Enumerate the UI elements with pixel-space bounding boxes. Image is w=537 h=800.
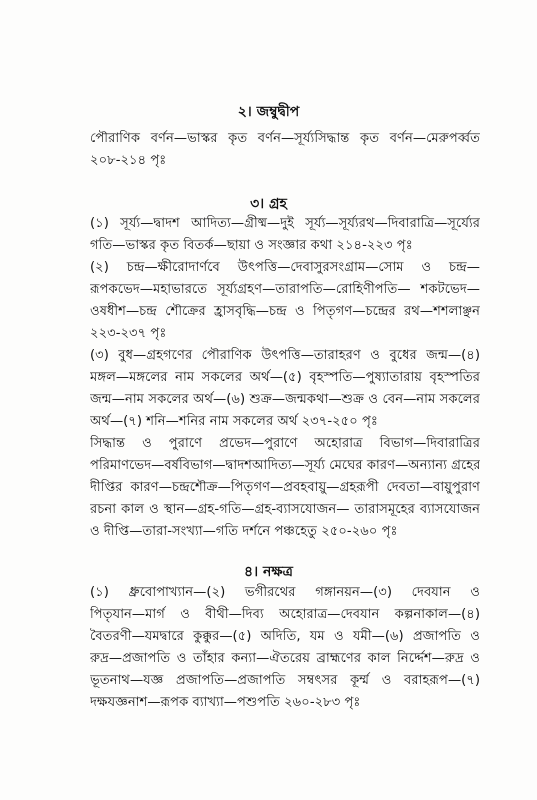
text-line: ওষধীশ—চন্দ্র শৌক্রের হ্রাসবৃদ্ধি—চন্দ্র ও পিতৃগণ—চন্দ্রের রথ—শশলাঞ্ছন xyxy=(90,304,480,319)
text-line: (১) সূর্য্য—দ্বাদশ আদিত্য—গ্রীষ্ম—দুই সূর্য্য—সূর্য্যরথ—দিবারাত্রি—সূর্য্যের xyxy=(90,216,480,231)
text-line: জন্ম—নাম সকলের অর্থ—(৬) শুক্র—জন্মকথা—শুক্র ও বেন—নাম সকলের xyxy=(90,392,480,407)
text-line: পরিমাণভেদ—বর্ষবিভাগ—দ্বাদশআদিত্য—সূর্য্য মেঘের কারণ—অন্যান্য গ্রহের xyxy=(90,458,480,473)
text-line: দক্ষযজ্ঞনাশ—রূপক ব্যাখ্যা—পশুপতি ২৬০-২৮৩ পৃঃ xyxy=(90,695,361,710)
section-heading-jambudvipa: ২। জম্বুদ্বীপ xyxy=(237,104,300,120)
text-line: ২০৮-২১৪ পৃঃ xyxy=(90,153,167,168)
text-line: অর্থ—(৭) শনি—শনির নাম সকলের অর্থ ২৩৭-২৫০ পৃঃ xyxy=(90,414,378,429)
text-line: পিতৃযান—মার্গ ও বীথী—দিব্য অহোরাত্র—দেবযান কল্পনাকাল—(৪) xyxy=(90,607,480,622)
text-line: সিদ্ধান্ত ও পুরাণে প্রভেদ—পুরাণে অহোরাত্র বিভাগ—দিবারাত্রির xyxy=(90,436,480,451)
text-line: ২২৩-২৩৭ পৃঃ xyxy=(90,326,167,341)
text-line: মঙ্গল—মঙ্গলের নাম সকলের অর্থ—(৫) বৃহস্পতি—পুষ্যাতারায় বৃহস্পতির xyxy=(90,370,480,385)
text-line: (৩) বুধ—গ্রহগণের পৌরাণিক উৎপত্তি—তারাহরণ ও বুধের জন্ম—(৪) xyxy=(90,348,480,363)
text-line: দীপ্তির কারণ—চন্দ্রশৌক্র—পিতৃগণ—প্রবহবায়ু—গ্রহরূপী দেবতা—বায়ুপুরাণ xyxy=(90,480,480,495)
text-line: ও দীপ্তি—তারা-সংখ্যা—গতি দর্শনে পঞ্চহেতু ২৫০-২৬০ পৃঃ xyxy=(90,524,398,539)
text-line: রচনা কাল ও স্থান—গ্রহ-গতি—গ্রহ-ব্যাসযোজন— তারাসমূহের ব্যাসযোজন xyxy=(90,502,480,517)
text-line: বৈতরণী—যমদ্বারে কুক্কুর—(৫) অদিতি, যম ও যমী—(৬) প্রজাপতি ও xyxy=(90,629,480,644)
text-line: ভূতনাথ—যজ্ঞ প্রজাপতি—প্রজাপতি সম্বৎসর কূর্ম্ম ও বরাহরূপ—(৭) xyxy=(90,673,480,688)
text-line: (২) চন্দ্র—ক্ষীরোদার্ণবে উৎপত্তি—দেবাসুরসংগ্রাম—সোম ও চন্দ্র— xyxy=(90,260,480,275)
text-line: গতি—ভাস্কর কৃত বিতর্ক—ছায়া ও সংজ্ঞার কথা ২১৪-২২৩ পৃঃ xyxy=(90,238,413,253)
section-heading-graha: ৩। গ্রহ xyxy=(250,196,287,212)
text-line: (১) ধ্রুবোপাখ্যান—(২) ভগীরথের গঙ্গানয়ন—(৩) দেবযান ও xyxy=(90,585,480,600)
text-line: রূপকভেদ—মহাভারতে সূর্য্যগ্রহণ—তারাপতি—রোহিণীপতি— শকটভেদ— xyxy=(90,282,480,297)
text-line: রুদ্র—প্রজাপতি ও তাঁহার কন্যা—ঐতরেয় ব্রাহ্মণের কাল নির্দ্দেশ—রুদ্র ও xyxy=(90,651,480,666)
text-line: পৌরাণিক বর্ণন—ভাস্কর কৃত বর্ণন—সূর্য্যসিদ্ধান্ত কৃত বর্ণন—মেরুপর্ব্বত xyxy=(90,131,480,146)
section-heading-nakshatra: ৪। নক্ষত্র xyxy=(244,564,293,580)
